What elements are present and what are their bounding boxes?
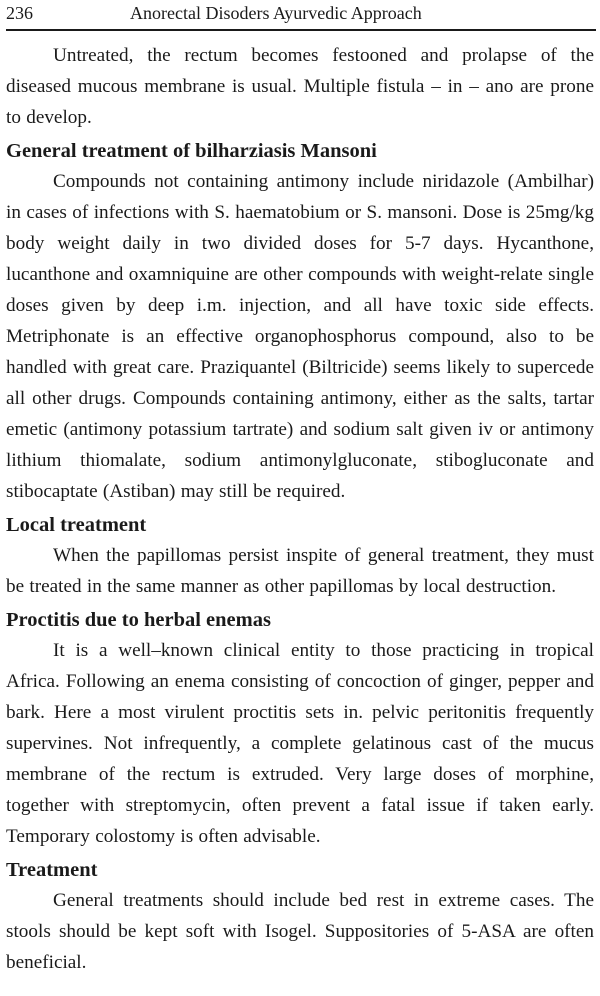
intro-paragraph: Untreated, the rectum becomes festooned and prolapse of the diseased mucous membrane is usual. Multiple fistula – in – ano are prone to develop. [6,45,594,128]
section-heading-general-treatment: General treatment of bilharziasis Mansoni [6,140,377,162]
header-rule [6,29,596,31]
running-title: Anorectal Disoders Ayurvedic Approach [130,3,422,23]
running-header [6,0,596,28]
section-heading-local-treatment: Local treatment [6,514,147,536]
general-treatment-paragraph: Compounds not containing antimony include niridazole (Ambilhar) in cases of infections with S. haematobium or S. mansoni. Dose is 25mg/kg body weight daily in two divided doses for 5-7 days. Hycanthone, lucanthone and oxamniquine are other compounds with weight-relate single doses given by deep i.m. injection, and all have toxic side effects. Metriphonate is an effective organophosphorus compound, also to be handled with great care. Praziquantel (Biltricide) seems likely to supercede all other drugs. Compounds containing antimony, either as the salts, tartar emetic (antimony potassium tartrate) and sodium salt given iv or antimony lithium thiomalate, sodium antimonylgluconate, stibogluconate and stibocaptate (Astiban) may still be required. [6,171,594,502]
local-treatment-paragraph: When the papillomas persist inspite of general treatment, they must be treated in the same manner as other papillomas by local destruction. [6,545,594,597]
page-body [0,40,600,978]
treatment-paragraph: General treatments should include bed rest in extreme cases. The stools should be kept soft with Isogel. Suppositories of 5-ASA are often beneficial. [6,890,594,973]
section-heading-treatment: Treatment [6,859,98,881]
proctitis-paragraph: It is a well–known clinical entity to those practicing in tropical Africa. Following an enema consisting of concoction of ginger, pepper and bark. Here a most virulent proctitis sets in. pelvic peritonitis frequently supervines. Not infrequently, a complete gelatinous cast of the mucus membrane of the rectum is extruded. Very large doses of morphine, together with streptomycin, often prevent a fatal issue if taken early. Temporary colostomy is often advisable. [6,640,594,847]
section-heading-proctitis: Proctitis due to herbal enemas [6,609,271,631]
page-number: 236 [6,3,33,23]
